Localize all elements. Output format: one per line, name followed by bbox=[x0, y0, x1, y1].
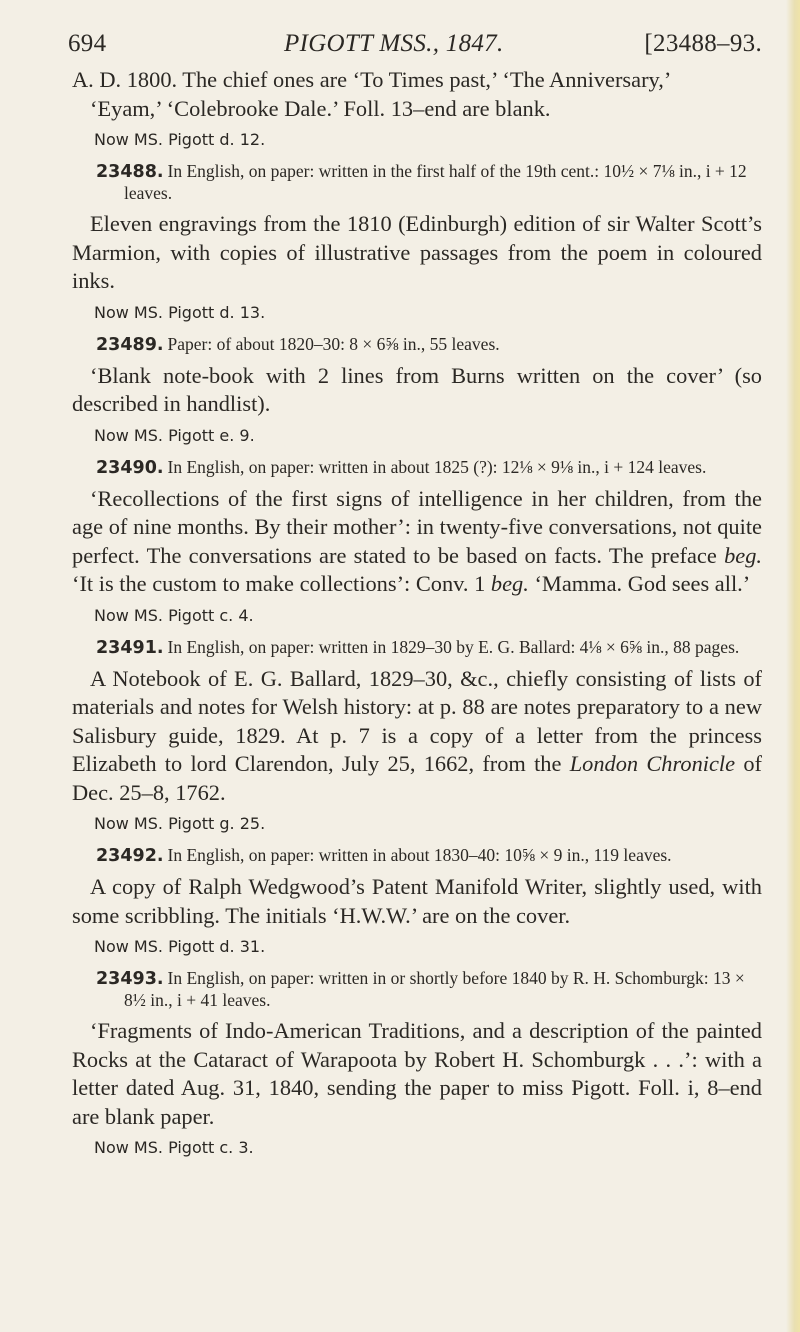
entry-head-23491 bbox=[72, 637, 762, 659]
intro-text bbox=[72, 66, 762, 123]
desc-part: ‘It is the custom to make collections’: Conv. 1 bbox=[72, 571, 491, 596]
entry-description-text: ‘Blank note-book with 2 lines from Burns written on the cover’ (so described in handlist). bbox=[72, 362, 762, 416]
entry-physical: In English, on paper: written in about 1825 (?): 12⅛ × 9⅛ in., i + 124 leaves. bbox=[167, 456, 707, 477]
desc-beg: beg. bbox=[724, 542, 762, 568]
entry-head-23490 bbox=[72, 457, 762, 479]
entry-number: 23490. bbox=[96, 457, 164, 478]
entry-shelfmark-23493: Now MS. Pigott c. 3. bbox=[94, 1138, 254, 1157]
entry-physical: In English, on paper: written in about 1830–40: 10⅝ × 9 in., 119 leaves. bbox=[167, 845, 672, 865]
entry-description-text: ‘Fragments of Indo-American Traditions, and a description of the painted Rocks at the Cataract of Warapoota by Robert H. Schomburgk . . .’: with a letter dated Aug. 31, 1840, sending the paper to miss Pigott. Foll. i, 8–end are blank paper. bbox=[72, 1018, 762, 1129]
entry-description-23492 bbox=[72, 873, 762, 930]
catalogue-page bbox=[68, 30, 762, 1167]
entry-shelfmark-23489: Now MS. Pigott e. 9. bbox=[94, 425, 255, 445]
entry-description-text: A copy of Ralph Wedgwood’s Patent Manifold Writer, slightly used, with some scribbling. The initials ‘H.W.W.’ are on the cover. bbox=[72, 874, 762, 928]
entry-description-text: Eleven engravings from the 1810 (Edinburgh) edition of sir Walter Scott’s Marmion, with copies of illustrative passages from the poem in coloured inks. bbox=[72, 211, 762, 293]
intro-line-1: A. D. 1800. The chief ones are ‘To Times past,’ ‘The Anniversary,’ bbox=[72, 67, 672, 92]
running-title-year: , 1847. bbox=[432, 30, 504, 57]
entry-physical: In English, on paper: written in 1829–30 by E. G. Ballard: 4⅛ × 6⅝ in., 88 pages. bbox=[167, 636, 740, 657]
entry-head-23493 bbox=[72, 968, 762, 1011]
running-title bbox=[284, 30, 504, 58]
desc-beg: beg. bbox=[490, 571, 529, 596]
desc-part: ‘Mamma. God sees all.’ bbox=[528, 571, 751, 596]
entry-shelfmark-23488: Now MS. Pigott d. 13. bbox=[94, 302, 266, 322]
intro-shelfmark: Now MS. Pigott d. 12. bbox=[94, 130, 266, 149]
entry-shelfmark-23490: Now MS. Pigott c. 4. bbox=[94, 605, 254, 625]
entry-description-text bbox=[72, 665, 762, 808]
entry-shelfmark-23491: Now MS. Pigott g. 25. bbox=[94, 814, 266, 833]
entry-shelfmark-23492: Now MS. Pigott d. 31. bbox=[94, 937, 266, 956]
running-head bbox=[68, 30, 762, 66]
desc-title: London Chronicle bbox=[569, 751, 736, 776]
page-edge bbox=[786, 0, 800, 1332]
desc-part: of Dec. 25–8, 1762. bbox=[72, 751, 762, 805]
entry-head-23488 bbox=[72, 161, 762, 204]
entry-head-23492 bbox=[72, 845, 762, 867]
entry-description-23490 bbox=[72, 485, 762, 599]
entry-description-text bbox=[72, 485, 762, 599]
desc-part: ‘Recollections of the first signs of intelligence in her children, from the age of nine months. By their mother’: in twenty-five conversations, not quite perfect. The conversations are stated to be based on facts. The preface bbox=[72, 485, 762, 568]
entry-number: 23488. bbox=[96, 162, 164, 182]
entry-description-23493 bbox=[72, 1017, 762, 1131]
running-title-text: PIGOTT MSS. bbox=[284, 30, 433, 57]
entry-number: 23493. bbox=[96, 969, 164, 989]
entry-number: 23492. bbox=[96, 846, 164, 866]
entry-physical: In English, on paper: written in the first half of the 19th cent.: 10½ × 7⅛ in., i + 12 leaves. bbox=[124, 161, 747, 203]
entry-number: 23491. bbox=[96, 637, 164, 658]
desc-part: A Notebook of E. G. Ballard, 1829–30, &c., chiefly consisting of lists of materials and notes for Welsh history: at p. 88 are notes preparatory to a new Salisbury guide, 1829. At p. 7 is a copy of a letter from the princess Elizabeth to lord Clarendon, July 25, 1662, from the bbox=[72, 665, 762, 776]
entry-head-23489 bbox=[72, 334, 762, 356]
entry-physical: In English, on paper: written in or shortly before 1840 by R. H. Schomburgk: 13 × 8½ in., i + 41 leaves. bbox=[124, 968, 745, 1010]
page-number: 694 bbox=[68, 30, 107, 57]
entry-description-23491 bbox=[72, 665, 762, 808]
entry-number: 23489. bbox=[96, 334, 164, 355]
entry-description-23489 bbox=[72, 362, 762, 419]
entry-physical: Paper: of about 1820–30: 8 × 6⅝ in., 55 leaves. bbox=[167, 333, 500, 354]
entry-description-23488 bbox=[72, 210, 762, 296]
intro-line-2: ‘Eyam,’ ‘Colebrooke Dale.’ Foll. 13–end are blank. bbox=[90, 95, 551, 121]
shelfmark-range: [23488–93. bbox=[644, 30, 762, 57]
